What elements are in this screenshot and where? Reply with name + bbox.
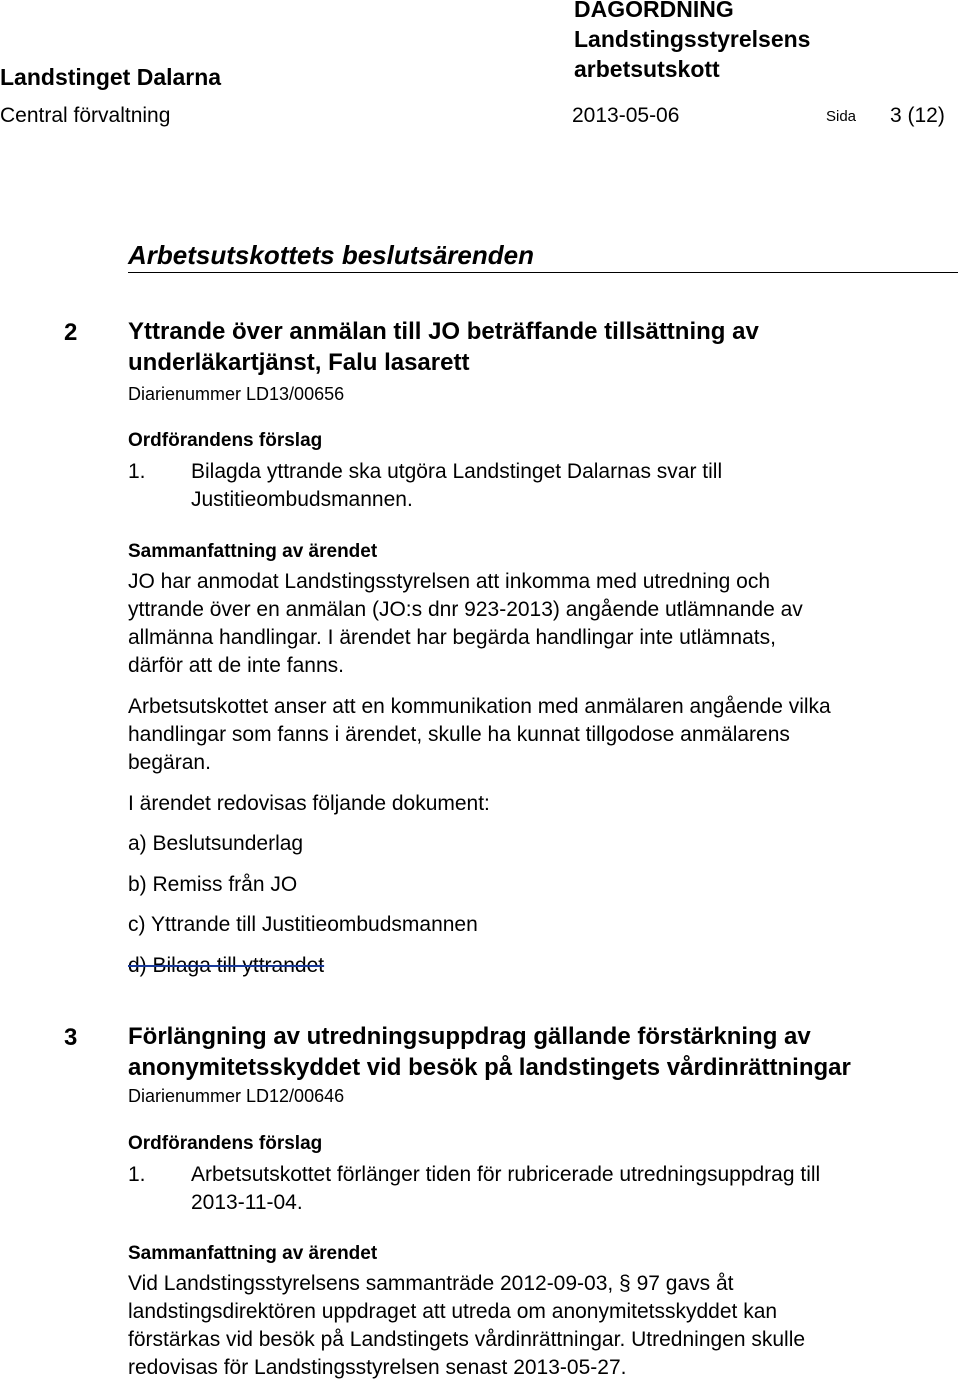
document-title-line: Landstingsstyrelsens <box>574 26 811 52</box>
proposal-heading: Ordförandens förslag <box>128 430 323 451</box>
summary-heading: Sammanfattning av ärendet <box>128 1243 378 1264</box>
item-title <box>128 1021 851 1083</box>
paragraph-line: yttrande över en anmälan (JO:s dnr 923-2013) angående utlämnande av <box>128 598 803 621</box>
item-title-line: Förlängning av utredningsuppdrag gällande förstärkning av <box>128 1023 811 1050</box>
document-title-line: arbetsutskott <box>574 56 720 82</box>
document-item-struck: d) Bilaga till yttrandet <box>128 954 325 977</box>
item-number: 2 <box>64 319 78 346</box>
item-number: 3 <box>64 1024 78 1051</box>
proposal-number: 1. <box>128 460 146 483</box>
summary-paragraph <box>128 693 831 777</box>
page-number: 3 (12) <box>890 104 945 127</box>
proposal-line: Justitieombudsmannen. <box>191 488 413 511</box>
paragraph-line: allmänna handlingar. I ärendet har begärda handlingar inte utlämnats, <box>128 626 776 649</box>
item-title-line: Yttrande över anmälan till JO beträffande tillsättning av <box>128 318 759 345</box>
proposal-heading: Ordförandens förslag <box>128 1133 323 1154</box>
paragraph-line: därför att de inte fanns. <box>128 654 344 677</box>
summary-heading: Sammanfattning av ärendet <box>128 541 378 562</box>
diarienummer: Diarienummer LD13/00656 <box>128 384 345 404</box>
document-item: a) Beslutsunderlag <box>128 832 304 855</box>
proposal-text <box>191 1161 820 1217</box>
paragraph-line: förstärkas vid besök på Landstingets vårdinrättningar. Utredningen skulle <box>128 1328 806 1351</box>
paragraph-line: Arbetsutskottet anser att en kommunikation med anmälaren angående vilka <box>128 695 831 718</box>
proposal-line: Arbetsutskottet förlänger tiden för rubricerade utredningsuppdrag till <box>191 1163 821 1186</box>
proposal-text <box>191 458 722 514</box>
paragraph-line: landstingsdirektören uppdraget att utreda om anonymitetsskyddet kan <box>128 1300 778 1323</box>
document-title-line: DAGORDNING <box>574 0 734 22</box>
paragraph-line: handlingar som fanns i ärendet, skulle ha kunnat tillgodose anmälarens <box>128 723 790 746</box>
summary-paragraph <box>128 568 803 680</box>
item-title <box>128 316 759 378</box>
paragraph-line: redovisas för Landstingsstyrelsen senast 2013-05-27. <box>128 1356 627 1379</box>
proposal-line: Bilagda yttrande ska utgöra Landstinget Dalarnas svar till <box>191 460 723 483</box>
heading-rule <box>128 272 958 273</box>
diarienummer: Diarienummer LD12/00646 <box>128 1086 345 1106</box>
page-label: Sida <box>826 108 857 125</box>
summary-paragraph <box>128 1270 805 1382</box>
paragraph-line: begäran. <box>128 751 211 774</box>
item-title-line: underläkartjänst, Falu lasarett <box>128 349 470 376</box>
organization-name: Landstinget Dalarna <box>0 64 222 90</box>
section-heading: Arbetsutskottets beslutsärenden <box>128 240 534 270</box>
documents-intro: I ärendet redovisas följande dokument: <box>128 792 490 815</box>
paragraph-line: Vid Landstingsstyrelsens sammanträde 2012-09-03, § 97 gavs åt <box>128 1272 734 1295</box>
document-item: b) Remiss från JO <box>128 873 298 896</box>
department: Central förvaltning <box>0 104 171 127</box>
document-title <box>574 0 810 84</box>
proposal-number: 1. <box>128 1163 146 1186</box>
document-date: 2013-05-06 <box>572 104 680 127</box>
item-title-line: anonymitetsskyddet vid besök på landstingets vårdinrättningar <box>128 1054 851 1081</box>
paragraph-line: JO har anmodat Landstingsstyrelsen att inkomma med utredning och <box>128 570 771 593</box>
proposal-line: 2013-11-04. <box>191 1191 303 1214</box>
document-item: c) Yttrande till Justitieombudsmannen <box>128 913 478 936</box>
